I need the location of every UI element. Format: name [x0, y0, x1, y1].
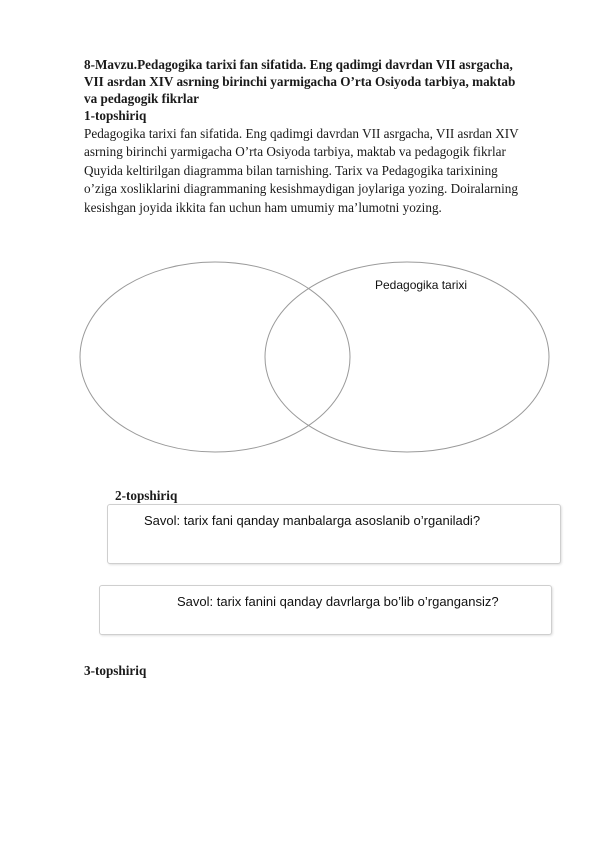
intro-line-1: Pedagogika tarixi fan sifatida. Eng qadimgi davrdan VII asrgacha, VII asrdan XIV — [84, 126, 519, 141]
task-1-instructions — [84, 162, 560, 217]
venn-left-circle — [80, 262, 350, 452]
page-title — [84, 56, 560, 107]
instr-line-1: Quyida keltirilgan diagramma bilan tarnishing. Tarix va Pedagogika tarixining — [84, 163, 498, 178]
task-2-label: 2-topshiriq — [115, 488, 178, 503]
title-line-3: va pedagogik fikrlar — [84, 91, 200, 106]
venn-right-label: Pedagogika tarixi — [375, 278, 468, 292]
title-line-1: 8-Mavzu.Pedagogika tarixi fan sifatida. Eng qadimgi davrdan VII asrgacha, — [84, 57, 513, 72]
question-1-text: Savol: tarix fani qanday manbalarga asoslanib o’rganiladi? — [144, 513, 481, 528]
title-line-2: VII asrdan XIV asrning birinchi yarmigacha O’rta Osiyoda tarbiya, maktab — [84, 74, 516, 89]
instr-line-3: kesishgan joyida ikkita fan uchun ham umumiy ma’lumotni yozing. — [84, 199, 442, 215]
task-3-label: 3-topshiriq — [84, 663, 147, 678]
task-1-label: 1-topshiriq — [84, 108, 147, 123]
task-1-intro — [84, 125, 560, 162]
question-1-box[interactable] — [107, 504, 561, 564]
intro-line-2: asrning birinchi yarmigacha O’rta Osiyoda tarbiya, maktab va pedagogik fikrlar — [84, 144, 506, 160]
instr-line-2: o’ziga xosliklarini diagrammaning kesishmaydigan joylariga yozing. Doiralarning — [84, 181, 518, 197]
question-2-box[interactable] — [99, 585, 552, 635]
question-2-text: Savol: tarix fanini qanday davrlarga bo’lib o’rgangansiz? — [177, 594, 499, 609]
